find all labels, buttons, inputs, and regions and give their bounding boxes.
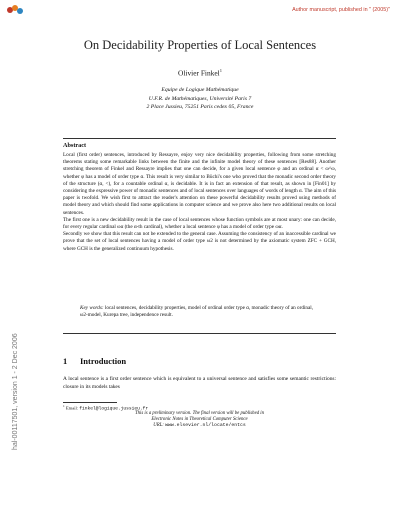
- introduction-body: [63, 376, 336, 391]
- intro-paragraph: A local sentence is a first order sentence which is equivalent to a universal sentence and satisfies some semantic restrictions: closure in its models takes: [63, 376, 336, 390]
- affiliation-line: U.F.R. de Mathématiques, Université Paris 7: [148, 95, 252, 102]
- preliminary-url-line: [63, 423, 336, 429]
- hal-banner[interactable]: Author manuscript, published in " (2005)": [292, 7, 390, 13]
- preliminary-url[interactable]: www.elsevier.nl/locate/entcs: [165, 423, 246, 428]
- author-footnote-mark: 1: [219, 68, 222, 73]
- abstract-bottom-rule: [63, 333, 336, 334]
- section-number: 1: [63, 356, 68, 366]
- footnote-mark: 1: [63, 404, 65, 408]
- preliminary-url-label: URL:: [153, 423, 164, 428]
- hal-logo-icon: [6, 3, 24, 17]
- footnote-email[interactable]: finkel@logique.jussieu.fr: [79, 406, 149, 412]
- hal-id-sidebar: [3, 210, 19, 450]
- abstract-paragraph: Secondly we show that this result can not be extended to the general case. Assuming the consistency of an inaccessible cardinal we prove that the set of local sentences having a model of order type ω2 is not determined by the axiomatic system ZFC + GCH, where GCH is the generalized continuum hypothesis.: [63, 231, 336, 252]
- affiliation-line: 2 Place Jussieu, 75251 Paris cedex 05, France: [146, 104, 254, 111]
- abstract-body: [63, 152, 336, 253]
- author: [30, 68, 370, 77]
- abstract-top-rule: [63, 138, 336, 139]
- abstract-paragraph: The first one is a new decidability result in the case of local sentences whose function symbols are at most unary: one can decide, for every regular cardinal ωα (the α-th cardinal), whether a local sentence φ has a model of order type ωα.: [63, 216, 336, 231]
- footnote-label: Email:: [65, 405, 79, 411]
- hal-header: [0, 0, 400, 20]
- hal-id-text: hal-00117501, version 1 - 2 Dec 2006: [12, 333, 19, 450]
- keywords-text: local sentences, decidability properties, model of ordinal order type α, monadic theory of an ordinal, ω2-model, Kurepa tree, independence result.: [80, 305, 314, 319]
- preliminary-line: This is a preliminary version. The final version will be published in: [134, 411, 265, 416]
- affiliation-line: Equipe de Logique Mathématique: [161, 87, 239, 93]
- keywords-label: Key words:: [80, 305, 104, 311]
- abstract-heading: Abstract: [63, 142, 87, 149]
- footnote-rule: [63, 402, 117, 403]
- paper-title: On Decidability Properties of Local Sentences: [83, 38, 317, 52]
- affiliation: [30, 86, 370, 112]
- section-title: Introduction: [80, 356, 127, 366]
- abstract-paragraph: Local (first order) sentences, introduced by Ressayre, enjoy very nice decidability properties, following from some stretching theorems stating some remarkable links between the finite and the infinite model theory of these sentences [Res88]. Another stretching theorem of Finkel and Ressayre implies that one can decide, for a given local sentence φ and an ordinal α < ω^ω, whether φ has a model of order type α. This result is very similar to Büchi's one who proved that the monadic second order theory of the structure (α, <), for a countable ordinal α, is decidable. It is in fact an extension of that result, as shown in [Fin01] by considering the expressive power of monadic sentences and of local sentences over languages of words of length α. The aim of this paper is twofold. We wish first to attract the reader's attention on these powerful decidability results proved using methods of model theory and which should find some applications in computer science and we prove also here two additional results on local sentences.: [63, 152, 336, 216]
- preliminary-note: [63, 411, 336, 429]
- keywords: [80, 305, 320, 319]
- author-name: Olivier Finkel: [178, 68, 220, 78]
- preliminary-line: Electronic Notes in Theoretical Computer Science: [151, 417, 248, 422]
